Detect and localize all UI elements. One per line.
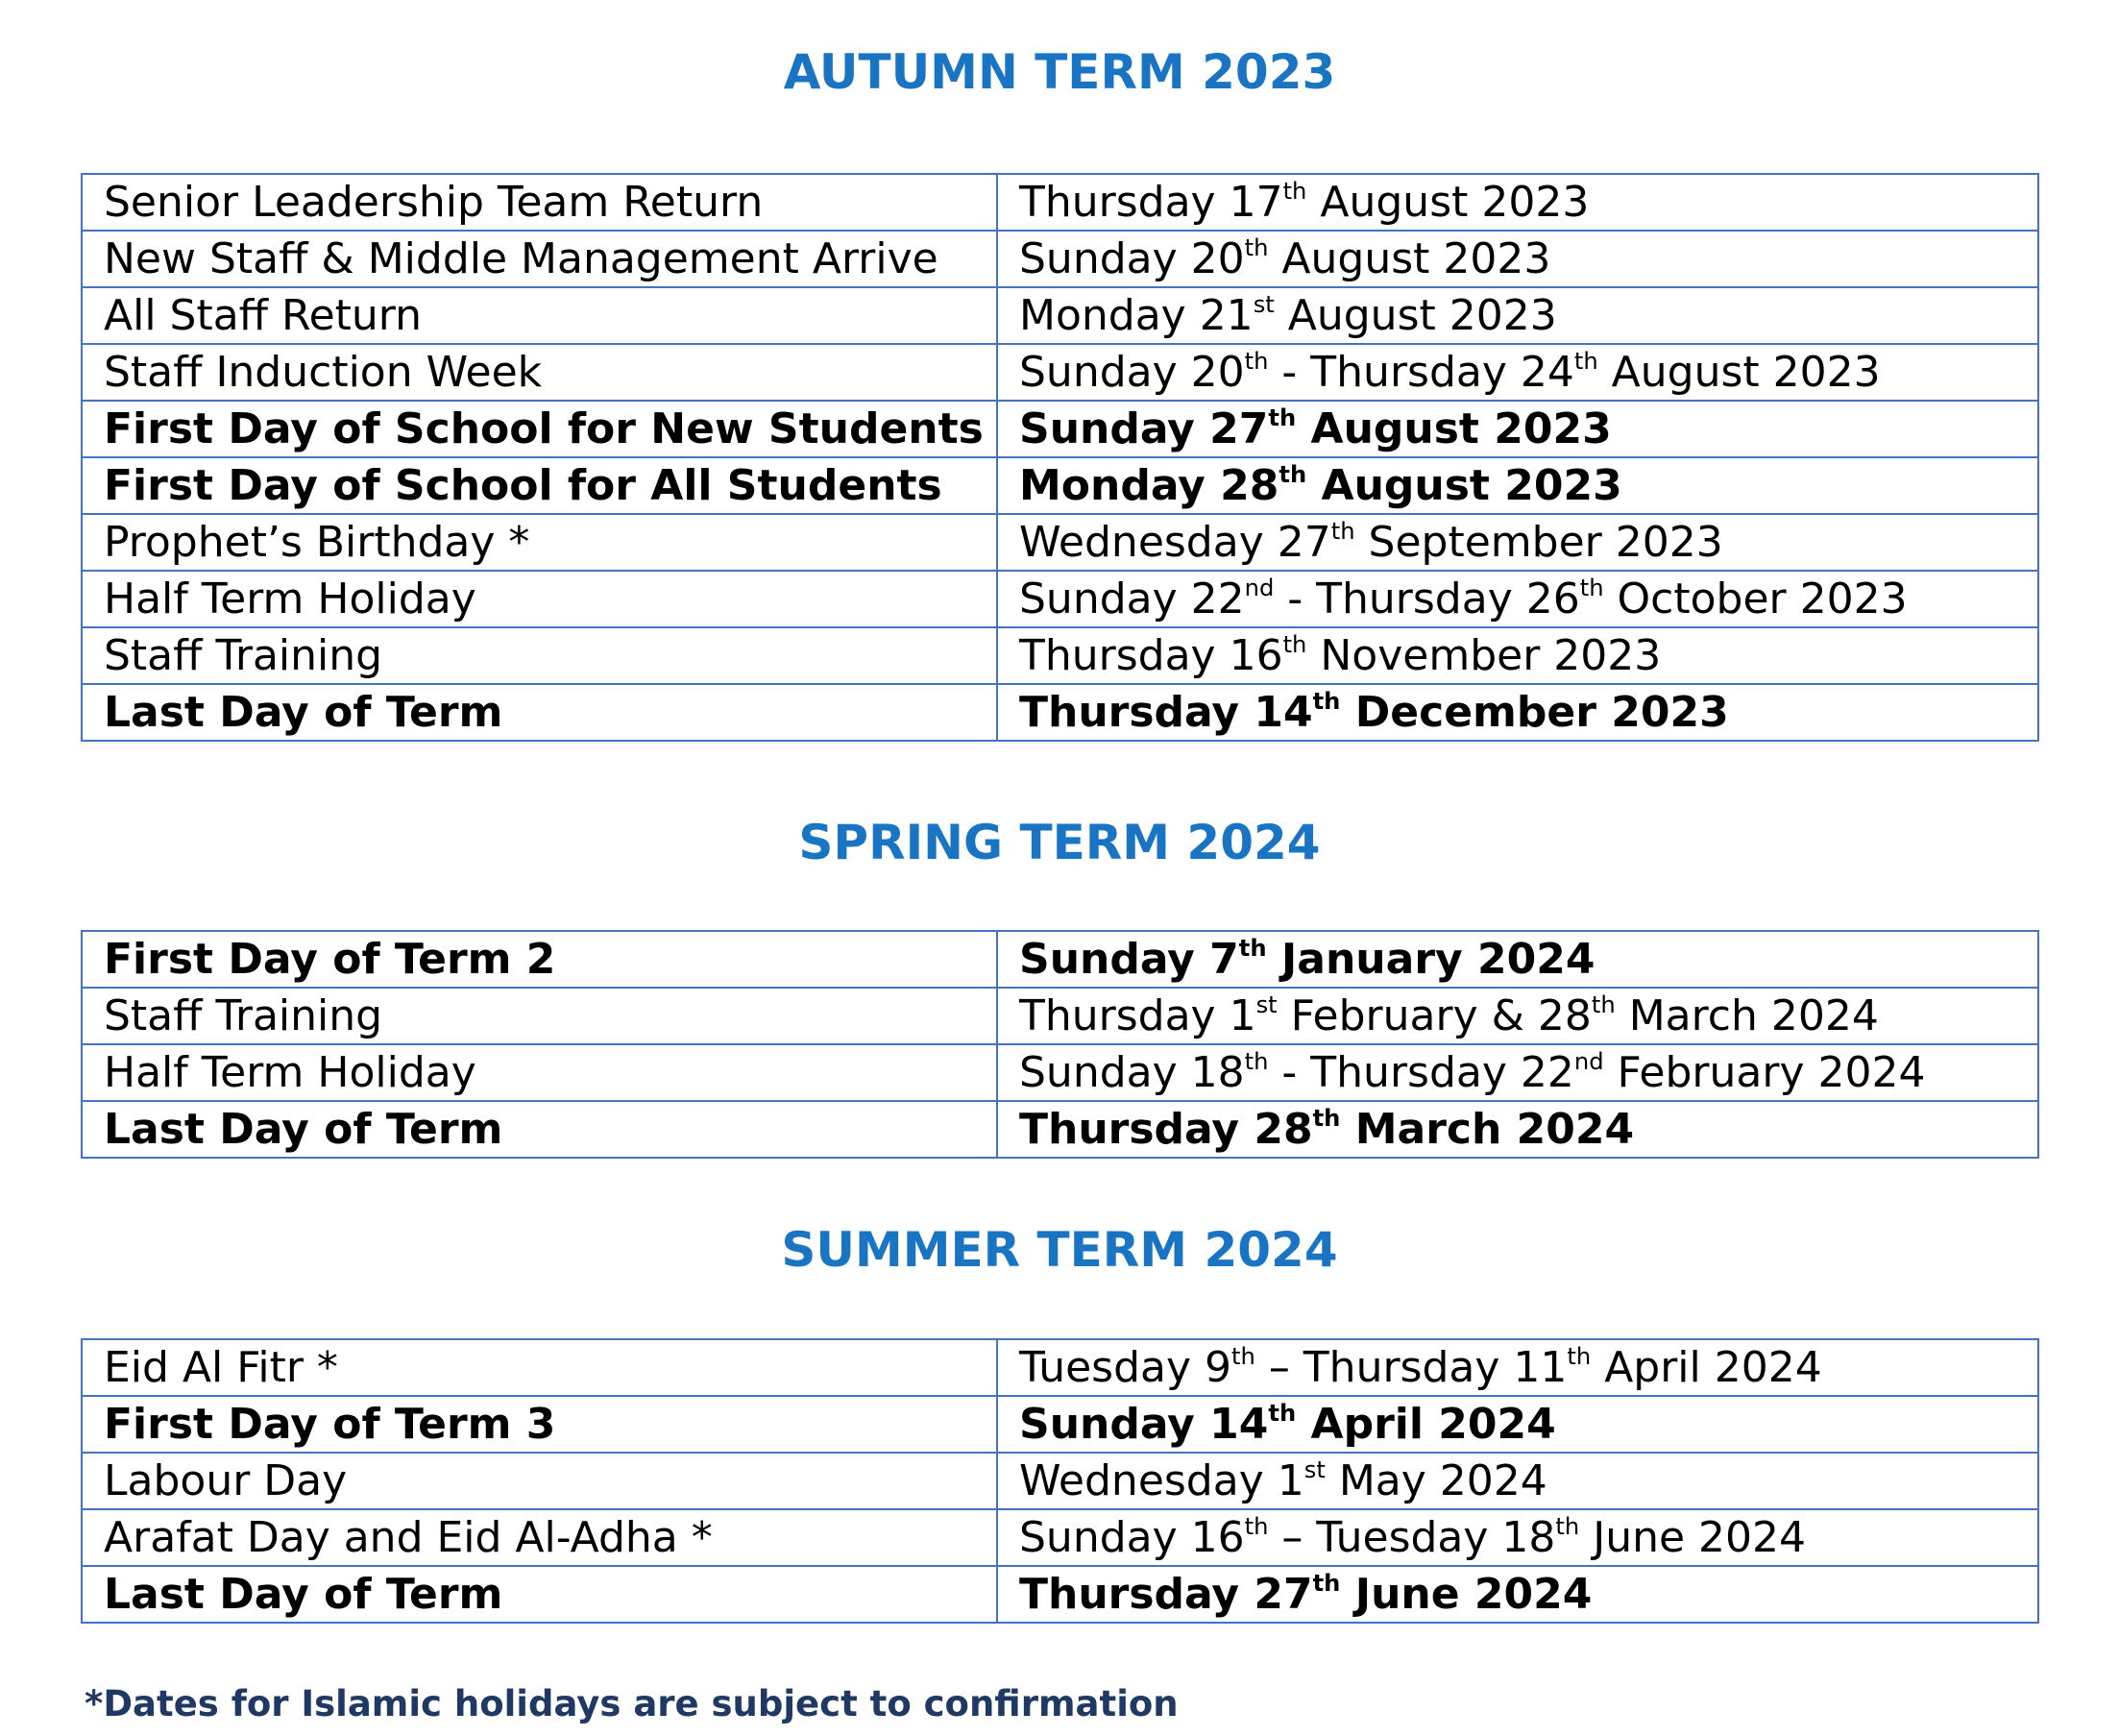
autumn-term-title: AUTUMN TERM 2023 — [783, 44, 1336, 100]
date-text: Thursday 16 — [1019, 630, 1283, 680]
ordinal-suffix: st — [1303, 1455, 1326, 1483]
event-cell: New Staff & Middle Management Arrive — [82, 231, 997, 287]
date-cell — [997, 1453, 2038, 1509]
autumn-term-table — [81, 173, 2039, 742]
event-cell: First Day of School for All Students — [82, 457, 997, 514]
ordinal-suffix: th — [1238, 934, 1267, 962]
date-text: December 2023 — [1340, 687, 1729, 737]
ordinal-suffix: th — [1244, 233, 1269, 261]
date-cell — [997, 931, 2038, 988]
date-cell — [997, 231, 2038, 287]
table-row — [82, 287, 2038, 344]
date-text: Wednesday 1 — [1019, 1455, 1304, 1505]
date-text: August 2023 — [1296, 403, 1612, 453]
date-text: August 2023 — [1597, 347, 1881, 397]
date-text: March 2024 — [1615, 990, 1879, 1040]
date-text: Thursday 1 — [1019, 990, 1256, 1040]
event-cell: Half Term Holiday — [82, 571, 997, 627]
event-cell: First Day of Term 3 — [82, 1396, 997, 1453]
summer-term-table — [81, 1338, 2039, 1624]
date-text: Sunday 7 — [1019, 934, 1239, 984]
date-text: Sunday 22 — [1019, 574, 1245, 623]
ordinal-suffix: th — [1268, 1399, 1297, 1427]
ordinal-suffix: st — [1253, 290, 1275, 318]
ordinal-suffix: th — [1312, 1569, 1341, 1597]
ordinal-suffix: th — [1244, 347, 1269, 375]
table-row — [82, 1101, 2038, 1158]
date-cell — [997, 1339, 2038, 1396]
event-cell: Prophet’s Birthday * — [82, 514, 997, 571]
date-text: Monday 28 — [1019, 460, 1279, 510]
date-text: Thursday 28 — [1019, 1104, 1313, 1154]
table-row — [82, 174, 2038, 231]
date-text: October 2023 — [1603, 574, 1908, 623]
date-text: February 2024 — [1603, 1047, 1926, 1097]
date-text: April 2024 — [1296, 1399, 1556, 1449]
date-cell — [997, 1044, 2038, 1101]
event-cell: Last Day of Term — [82, 1101, 997, 1158]
date-cell — [997, 1509, 2038, 1566]
date-text: June 2024 — [1579, 1512, 1807, 1562]
date-text: – Thursday 11 — [1254, 1342, 1568, 1392]
date-text: Sunday 20 — [1019, 233, 1245, 283]
event-cell: Eid Al Fitr * — [82, 1339, 997, 1396]
ordinal-suffix: th — [1312, 687, 1341, 715]
date-text: – Tuesday 18 — [1268, 1512, 1556, 1562]
date-text: - Thursday 24 — [1268, 347, 1574, 397]
date-text: May 2024 — [1325, 1455, 1547, 1505]
date-cell — [997, 457, 2038, 514]
table-row — [82, 931, 2038, 988]
date-text: April 2024 — [1591, 1342, 1822, 1392]
date-cell — [997, 1101, 2038, 1158]
date-cell — [997, 1566, 2038, 1623]
date-text: June 2024 — [1340, 1569, 1593, 1619]
event-cell: Half Term Holiday — [82, 1044, 997, 1101]
table-row — [82, 1044, 2038, 1101]
table-row — [82, 514, 2038, 571]
ordinal-suffix: st — [1255, 990, 1278, 1018]
event-cell: Last Day of Term — [82, 684, 997, 741]
table-row — [82, 401, 2038, 457]
date-cell — [997, 571, 2038, 627]
date-text: Wednesday 27 — [1019, 517, 1331, 567]
ordinal-suffix: th — [1282, 177, 1307, 205]
event-cell: Arafat Day and Eid Al-Adha * — [82, 1509, 997, 1566]
date-text: Sunday 14 — [1019, 1399, 1269, 1449]
table-row — [82, 988, 2038, 1044]
date-cell — [997, 627, 2038, 684]
date-cell — [997, 514, 2038, 571]
table-row — [82, 627, 2038, 684]
table-row — [82, 684, 2038, 741]
date-text: Monday 21 — [1019, 290, 1254, 340]
date-text: February & 28 — [1277, 990, 1592, 1040]
spring-term-title: SPRING TERM 2024 — [798, 815, 1321, 870]
ordinal-suffix: th — [1567, 1342, 1592, 1370]
ordinal-suffix: th — [1244, 1047, 1269, 1075]
table-row — [82, 231, 2038, 287]
date-cell — [997, 988, 2038, 1044]
table-row — [82, 1396, 2038, 1453]
date-text: August 2023 — [1306, 460, 1622, 510]
event-cell: First Day of Term 2 — [82, 931, 997, 988]
ordinal-suffix: th — [1268, 403, 1297, 431]
event-cell: Senior Leadership Team Return — [82, 174, 997, 231]
date-text: Thursday 17 — [1019, 177, 1283, 227]
ordinal-suffix: th — [1279, 460, 1307, 488]
ordinal-suffix: th — [1591, 990, 1616, 1018]
ordinal-suffix: nd — [1244, 574, 1275, 601]
ordinal-suffix: th — [1579, 574, 1604, 601]
event-cell: Labour Day — [82, 1453, 997, 1509]
date-text: September 2023 — [1354, 517, 1723, 567]
ordinal-suffix: th — [1312, 1104, 1341, 1132]
event-cell: All Staff Return — [82, 287, 997, 344]
ordinal-suffix: nd — [1573, 1047, 1604, 1075]
event-cell: Staff Induction Week — [82, 344, 997, 401]
date-cell — [997, 174, 2038, 231]
date-text: August 2023 — [1306, 177, 1590, 227]
spring-term-table — [81, 930, 2039, 1159]
date-cell — [997, 344, 2038, 401]
date-text: Thursday 27 — [1019, 1569, 1313, 1619]
summer-term-title: SUMMER TERM 2024 — [781, 1222, 1338, 1278]
event-cell: Staff Training — [82, 988, 997, 1044]
table-row — [82, 1453, 2038, 1509]
date-text: Sunday 20 — [1019, 347, 1245, 397]
date-cell — [997, 1396, 2038, 1453]
date-text: Sunday 16 — [1019, 1512, 1245, 1562]
date-text: - Thursday 26 — [1274, 574, 1580, 623]
date-text: January 2024 — [1266, 934, 1595, 984]
date-text: November 2023 — [1306, 630, 1662, 680]
ordinal-suffix: th — [1244, 1512, 1269, 1540]
date-text: Thursday 14 — [1019, 687, 1313, 737]
islamic-holidays-footnote: *Dates for Islamic holidays are subject to confirmation — [85, 1683, 1179, 1724]
ordinal-suffix: th — [1573, 347, 1598, 375]
ordinal-suffix: th — [1282, 630, 1307, 658]
date-text: - Thursday 22 — [1268, 1047, 1574, 1097]
date-text: August 2023 — [1274, 290, 1557, 340]
event-cell: Staff Training — [82, 627, 997, 684]
event-cell: Last Day of Term — [82, 1566, 997, 1623]
table-row — [82, 571, 2038, 627]
date-text: Sunday 27 — [1019, 403, 1269, 453]
table-row — [82, 457, 2038, 514]
date-text: August 2023 — [1268, 233, 1551, 283]
date-text: Tuesday 9 — [1019, 1342, 1231, 1392]
date-text: Sunday 18 — [1019, 1047, 1245, 1097]
date-cell — [997, 401, 2038, 457]
ordinal-suffix: th — [1555, 1512, 1580, 1540]
table-row — [82, 344, 2038, 401]
ordinal-suffix: th — [1231, 1342, 1255, 1370]
ordinal-suffix: th — [1330, 517, 1355, 545]
table-row — [82, 1339, 2038, 1396]
table-row — [82, 1566, 2038, 1623]
date-text: March 2024 — [1340, 1104, 1635, 1154]
event-cell: First Day of School for New Students — [82, 401, 997, 457]
date-cell — [997, 684, 2038, 741]
date-cell — [997, 287, 2038, 344]
table-row — [82, 1509, 2038, 1566]
